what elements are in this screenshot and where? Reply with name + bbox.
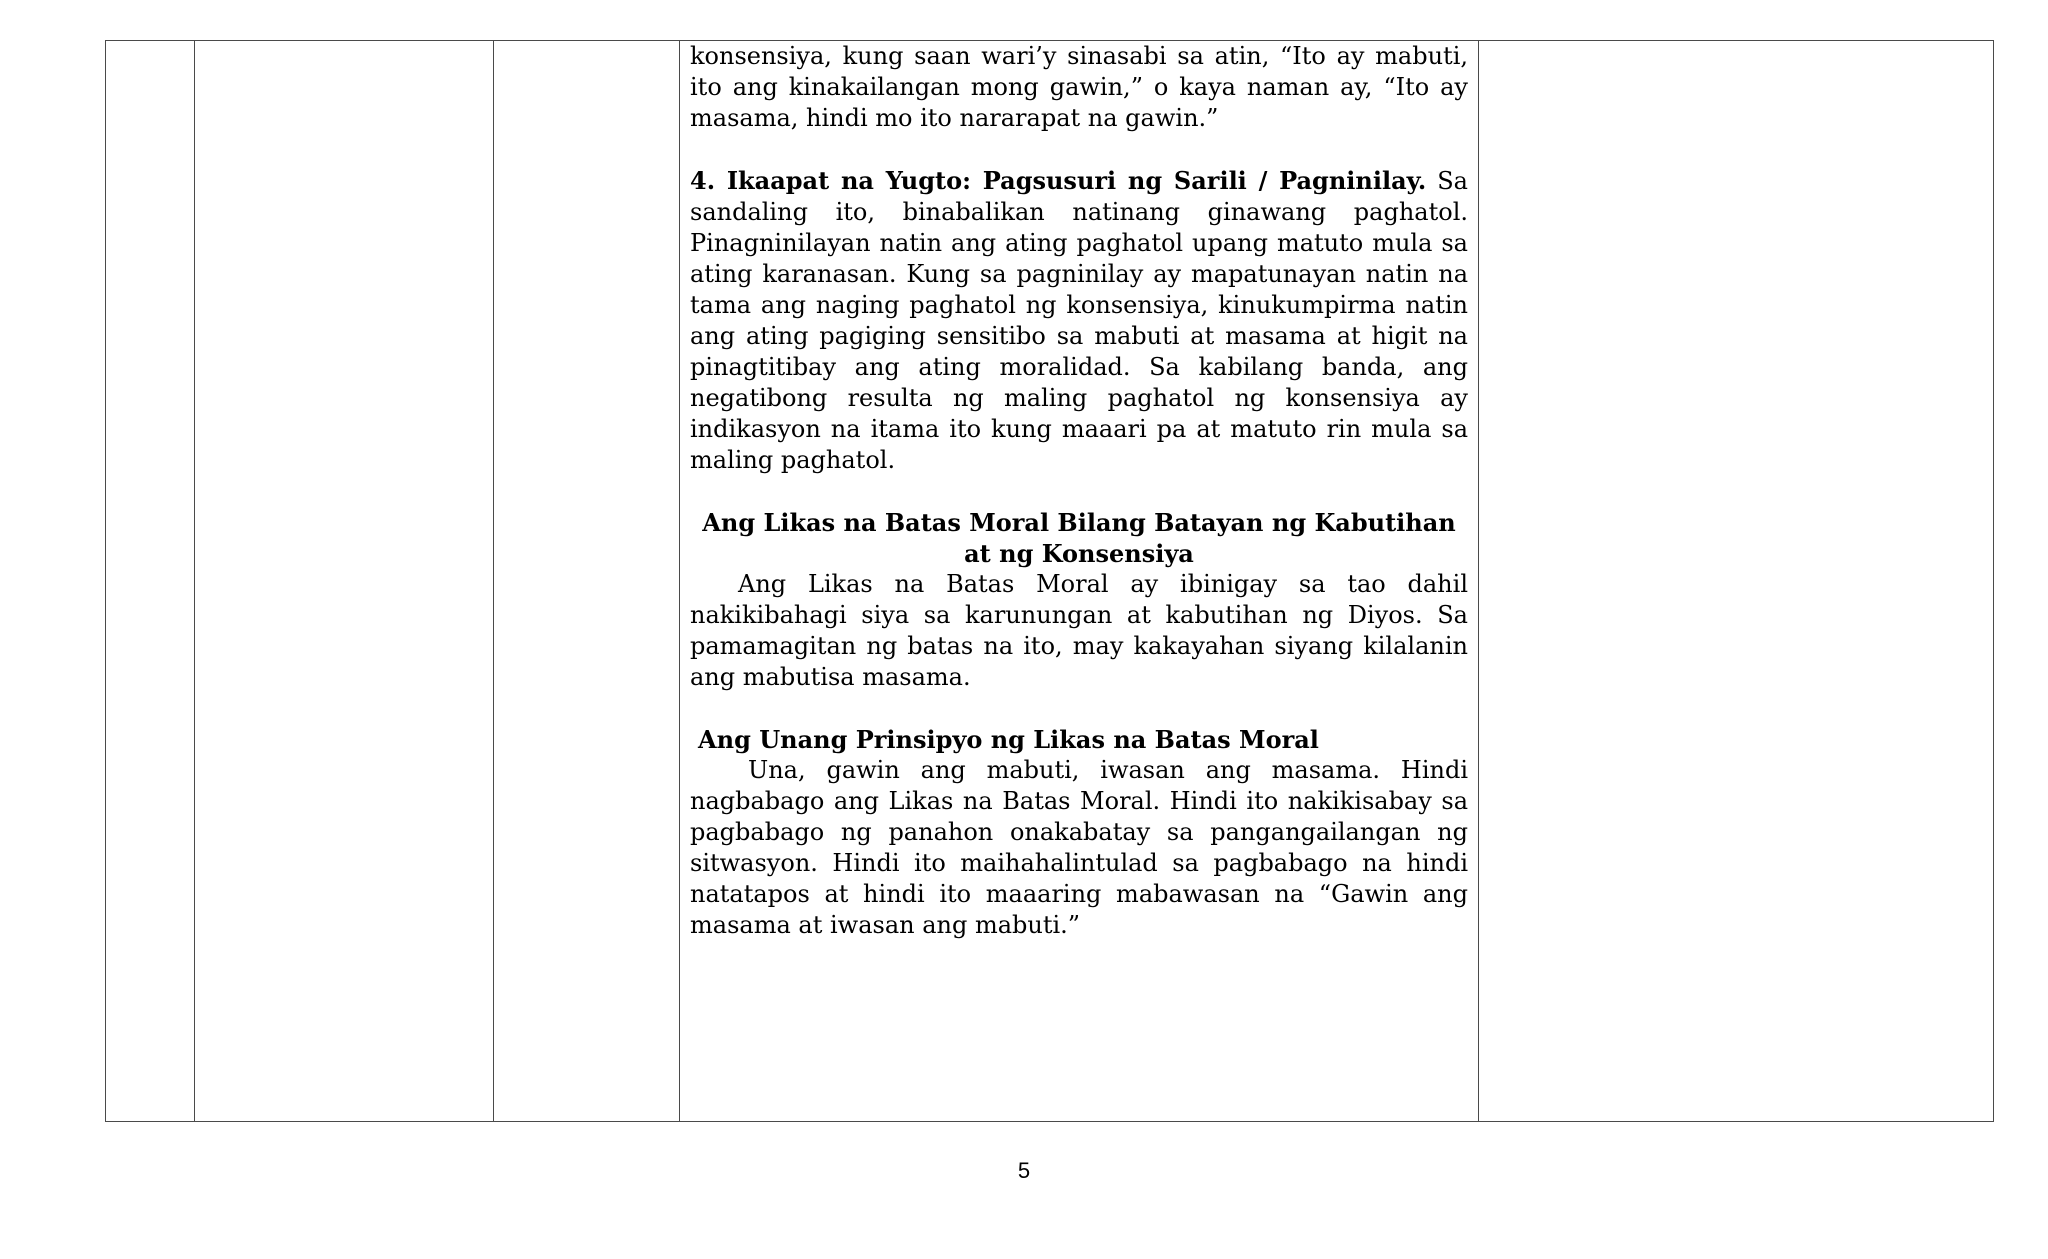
continuation-paragraph: konsensiya, kung saan wari’y sinasabi sa atin, “Ito ay mabuti, ito ang kinakailangan mong gawin,” o kaya naman ay, “Ito ay masama, hindi mo ito nararapat na gawin.” bbox=[690, 42, 1468, 132]
table-cell-notes bbox=[1479, 41, 1994, 1122]
table-cell-day bbox=[106, 41, 195, 1122]
lesson-content bbox=[690, 41, 1468, 941]
content-table bbox=[105, 40, 1994, 1122]
table-cell-topic bbox=[494, 41, 680, 1122]
table-cell-objective bbox=[195, 41, 494, 1122]
spacer bbox=[690, 476, 1468, 507]
section1-heading: Ang Likas na Batas Moral Bilang Batayan ng Kabutihan at ng Konsensiya bbox=[702, 508, 1456, 568]
page-number: 5 bbox=[1017, 1158, 1031, 1183]
section2-heading: Ang Unang Prinsipyo ng Likas na Batas Moral bbox=[698, 725, 1319, 754]
spacer bbox=[690, 134, 1468, 165]
table-row bbox=[106, 41, 1994, 1122]
stage4-body: Sa sandaling ito, binabalikan natinang ginawang paghatol. Pinagninilayan natin ang ating paghatol upang matuto mula sa ating karanasan. Kung sa pagninilay ay mapatunayan natin na tama ang naging paghatol ng konsensiya, kinukumpirma natin ang ating pagiging sensitibo sa mabuti at masama at higit na pinagtitibay ang ating moralidad. Sa kabilang banda, ang negatibong resulta ng maling paghatol ng konsensiya ay indikasyon na itama ito kung maaari pa at matuto rin mula sa maling paghatol. bbox=[690, 167, 1468, 474]
stage4-paragraph bbox=[690, 165, 1468, 476]
table-cell-content bbox=[680, 41, 1479, 1122]
section2-body: Una, gawin ang mabuti, iwasan ang masama. Hindi nagbabago ang Likas na Batas Moral. Hindi ito nakikisabay sa pagbabago ng panahon onakabatay sa pangangailangan ng sitwasyon. Hindi ito maihahalintulad sa pagbabago na hindi natatapos at hindi ito maaaring mabawasan na “Gawin ang masama at iwasan ang mabuti.” bbox=[690, 756, 1468, 939]
spacer bbox=[690, 693, 1468, 724]
section1-body: Ang Likas na Batas Moral ay ibinigay sa tao dahil nakikibahagi siya sa karunungan at kabutihan ng Diyos. Sa pamamagitan ng batas na ito, may kakayahan siyang kilalanin ang mabutisa masama. bbox=[690, 570, 1468, 691]
stage4-title: 4. Ikaapat na Yugto: Pagsusuri ng Sarili / Pagninilay. bbox=[690, 166, 1427, 195]
